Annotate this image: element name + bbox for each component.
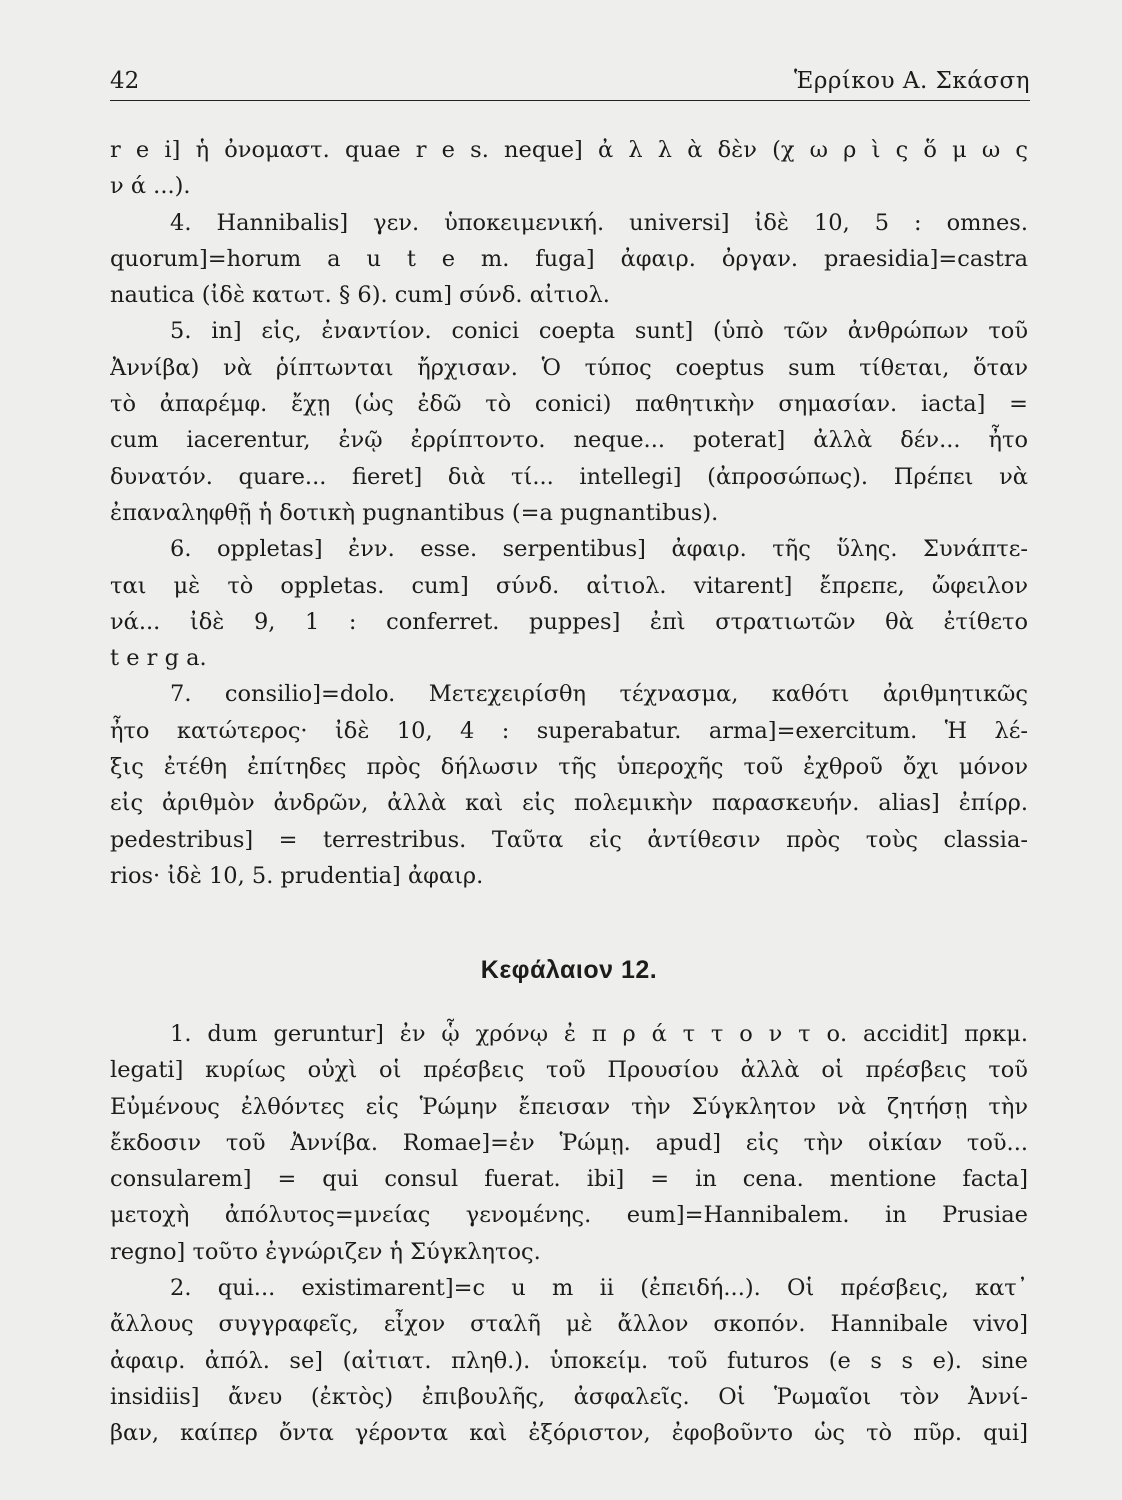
text-line: consularem] = qui consul fuerat. ibi] = in cena. mentione facta] [110, 1166, 1028, 1193]
text-line: quorum]=horum a u t e m. fuga] ἀφαιρ. ὀργαν. praesidia]=castra [110, 245, 1028, 272]
text-line: ξις ἐτέθη ἐπίτηδες πρὸς δήλωσιν τῆς ὑπεροχῆς τοῦ ἐχθροῦ ὄχι μόνον [110, 754, 1028, 781]
text-line: ἄλλους συγγραφεῖς, εἶχον σταλῆ μὲ ἄλλον σκοπόν. Hannibale vivo] [110, 1311, 1028, 1338]
text-line: 7. consilio]=dolo. Μετεχειρίσθη τέχνασμα, καθότι ἀριθμητικῶς [170, 681, 1028, 708]
commentary-section-11 [110, 132, 1028, 894]
text-line: βαν, καίπερ ὄντα γέροντα καὶ ἐξόριστον, ἐφοβοῦντο ὡς τὸ πῦρ. qui] [110, 1420, 1028, 1447]
text-line: legati] κυρίως οὐχὶ οἱ πρέσβεις τοῦ Προυσίου ἀλλὰ οἱ πρέσβεις τοῦ [110, 1057, 1028, 1084]
text-line: Εὐμένους ἐλθόντες εἰς Ῥώμην ἔπεισαν τὴν Σύγκλητον νὰ ζητήσῃ τὴν [110, 1093, 1028, 1120]
text-line: regno] τοῦτο ἐγνώριζεν ἡ Σύγκλητος. [110, 1238, 541, 1265]
text-line: νά... ἰδὲ 9, 1 : conferret. puppes] ἐπὶ στρατιωτῶν θὰ ἐτίθετο [110, 608, 1028, 635]
chapter-heading: Κεφάλαιον 12. [480, 956, 658, 984]
text-line: μετοχὴ ἀπόλυτος=μνείας γενομένης. eum]=Hannibalem. in Prusiae [110, 1202, 1028, 1229]
text-line: ἔκδοσιν τοῦ Ἀννίβα. Romae]=ἐν Ῥώμῃ. apud] εἰς τὴν οἰκίαν τοῦ... [110, 1129, 1028, 1156]
text-line: r e i] ἡ ὀνομαστ. quae r e s. neque] ἀ λ λ ὰ δὲν (χ ω ρ ὶ ς ὅ μ ω ς [110, 137, 1028, 163]
text-line: ν ά ...). [110, 173, 191, 200]
text-line: 5. in] εἰς, ἐναντίον. conici coepta sunt] (ὑπὸ τῶν ἀνθρώπων τοῦ [170, 318, 1028, 345]
text-line: Ἀννίβα) νὰ ῥίπτωνται ἤρχισαν. Ὁ τύπος coeptus sum τίθεται, ὅταν [110, 354, 1028, 381]
text-line: 6. oppletas] ἐνν. esse. serpentibus] ἀφαιρ. τῆς ὕλης. Συνάπτε- [170, 536, 1028, 563]
text-line: τὸ ἀπαρέμφ. ἔχῃ (ὡς ἐδῶ τὸ conici) παθητικὴν σημασίαν. iacta] = [110, 391, 1028, 418]
text-line: cum iacerentur, ἐνῷ ἐρρίπτοντο. neque... poterat] ἀλλὰ δέν... ἦτο [110, 427, 1028, 454]
text-line: δυνατόν. quare... fieret] διὰ τί... intellegi] (ἀπροσώπως). Πρέπει νὰ [110, 463, 1028, 490]
text-line: pedestribus] = terrestribus. Ταῦτα εἰς ἀντίθεσιν πρὸς τοὺς classia- [110, 826, 1028, 853]
text-line: 4. Hannibalis] γεν. ὑποκειμενική. universi] ἰδὲ 10, 5 : omnes. [170, 209, 1028, 236]
running-head: Ἑρρίκου Α. Σκάσση [793, 68, 1030, 94]
page-number: 42 [110, 68, 140, 94]
text-line: insidiis] ἄνευ (ἐκτὸς) ἐπιβουλῆς, ἀσφαλεῖς. Οἱ Ῥωμαῖοι τὸν Ἀννί- [110, 1383, 1028, 1410]
text-line: rios· ἰδὲ 10, 5. prudentia] ἀφαιρ. [110, 862, 484, 889]
text-line: 1. dum geruntur] ἐν ᾧ χρόνῳ ἐ π ρ ά τ τ ο ν τ ο. accidit] πρκμ. [170, 1021, 1028, 1047]
commentary-section-12 [110, 1016, 1028, 1452]
text-line: nautica (ἰδὲ κατωτ. § 6). cum] σύνδ. αἰτιολ. [110, 282, 610, 309]
text-line: ἀφαιρ. ἀπόλ. se] (αἰτιατ. πληθ.). ὑποκείμ. τοῦ futuros (e s s e). sine [110, 1347, 1028, 1374]
chapter-heading-wrap [110, 952, 1028, 992]
text-line: ται μὲ τὸ oppletas. cum] σύνδ. αἰτιολ. vitarent] ἔπρεπε, ὤφειλον [110, 572, 1028, 599]
text-line: 2. qui... existimarent]=c u m ii (ἐπειδή...). Οἱ πρέσβεις, κατ᾿ [170, 1275, 1028, 1302]
header-rule [110, 100, 1030, 101]
text-line: εἰς ἀριθμὸν ἀνδρῶν, ἀλλὰ καὶ εἰς πολεμικὴν παρασκευήν. alias] ἐπίρρ. [110, 790, 1028, 817]
text-line: t e r g a. [110, 645, 207, 672]
page-header [110, 62, 1040, 102]
text-line: ἐπαναληφθῇ ἡ δοτικὴ pugnantibus (=a pugnantibus). [110, 499, 719, 526]
text-line: ἦτο κατώτερος· ἰδὲ 10, 4 : superabatur. arma]=exercitum. Ἡ λέ- [110, 717, 1028, 744]
